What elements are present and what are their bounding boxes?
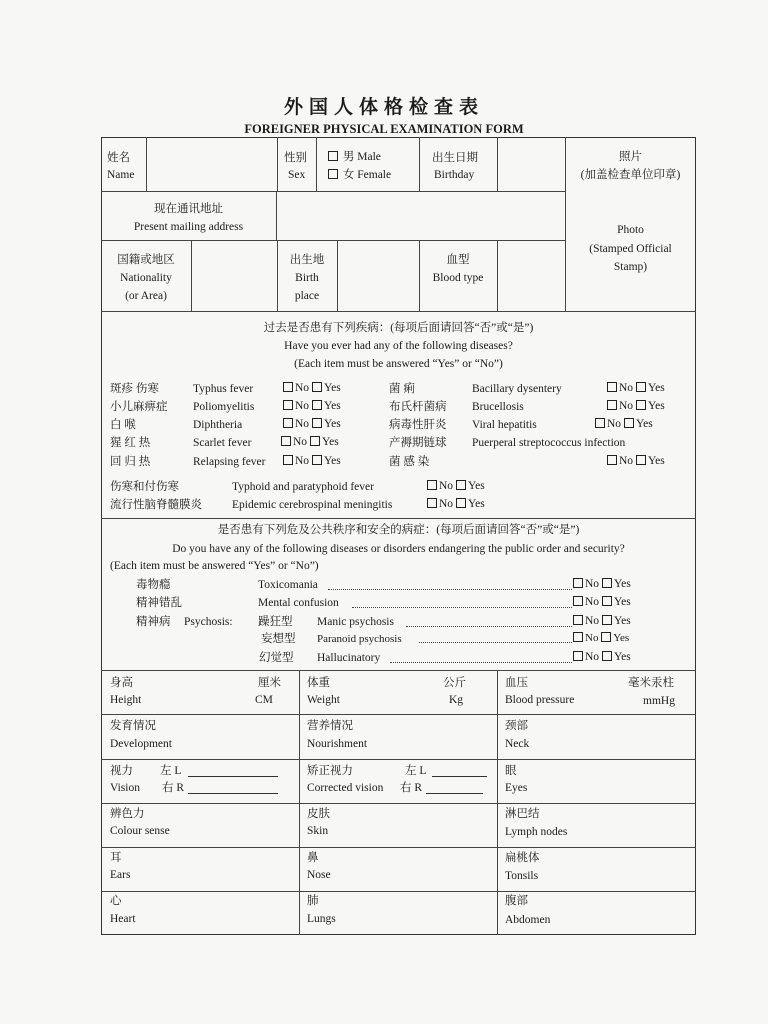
colour-sense-label-cn: 辨色力 <box>110 808 145 820</box>
yes-checkbox[interactable] <box>602 578 612 588</box>
disease-name-en: Diphtheria <box>193 419 243 431</box>
yes-checkbox[interactable] <box>456 498 466 508</box>
birthday-label-cn: 出生日期 <box>432 152 478 164</box>
history-question-en-2: (Each item must be answered “Yes” or “No”) <box>294 358 503 370</box>
form-title-en: FOREIGNER PHYSICAL EXAMINATION FORM <box>244 122 524 136</box>
yes-no-options[interactable]: No Yes <box>595 417 653 431</box>
paranoid-label-en: Paranoid psychosis <box>317 633 402 645</box>
no-checkbox[interactable] <box>573 578 583 588</box>
psychosis-label-cn: 精神病 <box>136 616 171 628</box>
corrected-vision-label-cn: 矫正视力 <box>307 765 353 777</box>
toxicomania-label-en: Toxicomania <box>258 579 318 591</box>
female-option[interactable]: 女 Female <box>328 168 391 182</box>
yes-no-options[interactable]: No Yes <box>283 417 341 431</box>
yes-no-options[interactable]: No Yes <box>283 381 341 395</box>
yes-checkbox[interactable] <box>602 596 612 606</box>
photo-stamp-cn: (加盖检查单位印章) <box>580 169 681 181</box>
lymph-label-cn: 淋巴结 <box>505 808 540 820</box>
ears-label-en: Ears <box>110 869 131 881</box>
disorders-question-en: Do you have any of the following diseases or disorders endangering the public order and security? <box>172 543 625 555</box>
address-label-en: Present mailing address <box>133 221 244 233</box>
blood-type-label-en: Blood type <box>432 272 484 284</box>
yes-no-options[interactable]: No Yes <box>607 399 665 413</box>
disease-name-en: Typhus fever <box>193 383 254 395</box>
weight-label-en: Weight <box>307 694 340 706</box>
yes-no-options[interactable]: No Yes <box>283 399 341 413</box>
no-checkbox[interactable] <box>607 382 617 392</box>
yes-no-options[interactable]: No Yes <box>573 614 631 628</box>
disease-name-en: Brucellosis <box>472 401 524 413</box>
photo-stamp-en-2: Stamp) <box>613 261 648 273</box>
no-checkbox[interactable] <box>283 400 293 410</box>
birthplace-label-cn: 出生地 <box>289 254 325 266</box>
yes-checkbox[interactable] <box>456 480 466 490</box>
corrected-right-label: 右 R <box>400 782 423 794</box>
vision-right-field[interactable] <box>188 793 278 794</box>
yes-checkbox[interactable] <box>601 632 611 642</box>
no-checkbox[interactable] <box>573 651 583 661</box>
toxicomania-label-cn: 毒物瘾 <box>136 579 171 591</box>
nourishment-label-en: Nourishment <box>307 738 368 750</box>
history-question-en: Have you ever had any of the following diseases? <box>284 340 513 352</box>
disease-name-cn: 布氏杆菌病 <box>389 401 447 413</box>
photo-stamp-en: (Stamped Official <box>589 243 672 255</box>
yes-no-options[interactable]: No Yes <box>573 595 631 609</box>
height-label-en: Height <box>110 694 142 706</box>
yes-no-options[interactable]: No Yes <box>283 454 341 468</box>
lungs-label-en: Lungs <box>307 913 336 925</box>
yes-no-options[interactable]: No Yes <box>281 435 339 449</box>
mmhg-unit-cn: 毫米汞柱 <box>628 677 674 689</box>
cm-unit-cn: 厘米 <box>258 677 281 689</box>
height-label-cn: 身高 <box>110 677 133 689</box>
address-label-cn: 现在通讯地址 <box>154 203 223 215</box>
neck-label-cn: 颈部 <box>505 720 528 732</box>
no-checkbox[interactable] <box>607 400 617 410</box>
photo-label-cn: 照片 <box>619 151 642 163</box>
disease-name-cn: 产褥期链球 <box>389 437 447 449</box>
birthplace-label-en-2: place <box>294 290 320 302</box>
yes-checkbox[interactable] <box>636 400 646 410</box>
sex-label-cn: 性别 <box>284 152 307 164</box>
disease-name-en: Puerperal streptococcus infection <box>472 437 626 449</box>
tonsils-label-cn: 扁桃体 <box>505 852 540 864</box>
disease-name-cn: 小儿麻痹症 <box>110 401 168 413</box>
tonsils-label-en: Tonsils <box>505 870 539 882</box>
kg-unit-en: Kg <box>449 694 464 706</box>
male-option[interactable]: 男 Male <box>328 150 381 164</box>
vision-label-cn: 视力 <box>110 765 133 777</box>
disease-name-cn: 伤寒和付伤寒 <box>110 481 179 493</box>
disease-name-en: Relapsing fever <box>193 456 266 468</box>
yes-no-options[interactable]: No Yes <box>427 497 485 511</box>
yes-checkbox[interactable] <box>636 382 646 392</box>
no-checkbox[interactable] <box>573 615 583 625</box>
yes-no-options[interactable]: No Yes <box>573 650 631 664</box>
vision-left-label: 左 L <box>160 765 182 777</box>
birthplace-label-en: Birth <box>295 272 319 284</box>
nose-label-en: Nose <box>307 869 331 881</box>
disease-name-cn: 猩 红 热 <box>110 437 151 449</box>
bp-label-en: Blood pressure <box>505 694 575 706</box>
no-checkbox[interactable] <box>283 455 293 465</box>
form-title-cn: 外国人体格检查表 <box>283 97 484 118</box>
birthday-label-en: Birthday <box>434 169 475 181</box>
yes-checkbox[interactable] <box>312 400 322 410</box>
disease-name-en: Bacillary dysentery <box>472 383 562 395</box>
no-checkbox[interactable] <box>573 596 583 606</box>
no-checkbox[interactable] <box>283 382 293 392</box>
confusion-label-cn: 精神错乱 <box>136 597 182 609</box>
corrected-left-label: 左 L <box>405 765 427 777</box>
no-checkbox[interactable] <box>573 632 583 642</box>
manic-label-cn: 躁狂型 <box>258 616 293 628</box>
eyes-label-cn: 眼 <box>505 765 517 777</box>
name-label-cn: 姓名 <box>107 152 130 164</box>
nose-label-cn: 鼻 <box>307 852 319 864</box>
yes-no-options[interactable]: No Yes <box>573 631 629 645</box>
development-label-en: Development <box>110 738 172 750</box>
neck-label-en: Neck <box>505 738 530 750</box>
corrected-left-field[interactable] <box>432 776 487 777</box>
lungs-label-cn: 肺 <box>307 895 319 907</box>
disease-name-en: Viral hepatitis <box>472 419 537 431</box>
heart-label-en: Heart <box>110 913 136 925</box>
yes-no-options[interactable]: No Yes <box>607 454 665 468</box>
photo-label-en: Photo <box>617 224 644 236</box>
paranoid-label-cn: 妄想型 <box>261 633 296 645</box>
sex-label-en: Sex <box>288 169 306 181</box>
yes-checkbox[interactable] <box>624 418 634 428</box>
cm-unit-en: CM <box>255 694 273 706</box>
disorders-question-en-2: (Each item must be answered “Yes” or “No”) <box>110 560 319 572</box>
no-checkbox[interactable] <box>283 418 293 428</box>
blood-type-label-cn: 血型 <box>446 254 470 266</box>
bp-label-cn: 血压 <box>505 677 528 689</box>
disease-name-cn: 斑疹 伤寒 <box>110 383 159 395</box>
no-checkbox[interactable] <box>427 480 437 490</box>
no-checkbox[interactable] <box>595 418 605 428</box>
yes-checkbox[interactable] <box>312 418 322 428</box>
yes-checkbox[interactable] <box>636 455 646 465</box>
disease-name-cn: 流行性脑脊髓膜炎 <box>110 499 202 511</box>
nationality-label-en: Nationality <box>120 272 172 284</box>
mmhg-unit-en: mmHg <box>643 695 675 707</box>
abdomen-label-en: Abdomen <box>505 914 551 926</box>
yes-no-options[interactable]: No Yes <box>607 381 665 395</box>
no-checkbox[interactable] <box>427 498 437 508</box>
weight-label-cn: 体重 <box>307 677 330 689</box>
history-question-cn: 过去是否患有下列疾病：(每项后面请回答“否”或“是”) <box>263 322 534 334</box>
no-checkbox[interactable] <box>281 436 291 446</box>
yes-checkbox[interactable] <box>602 615 612 625</box>
manic-label-en: Manic psychosis <box>317 616 394 628</box>
corrected-right-field[interactable] <box>426 793 483 794</box>
disease-name-en: Scarlet fever <box>193 437 252 449</box>
nationality-label-cn: 国籍或地区 <box>117 254 175 266</box>
hallucinatory-label-en: Hallucinatory <box>317 652 381 664</box>
disease-name-en: Epidemic cerebrospinal meningitis <box>232 499 393 511</box>
vision-label-en: Vision <box>110 782 140 794</box>
yes-checkbox[interactable] <box>602 651 612 661</box>
yes-checkbox[interactable] <box>312 455 322 465</box>
vision-left-field[interactable] <box>188 776 278 777</box>
yes-no-options[interactable]: No Yes <box>427 479 485 493</box>
abdomen-label-cn: 腹部 <box>505 895 528 907</box>
yes-no-options[interactable]: No Yes <box>573 577 631 591</box>
yes-checkbox[interactable] <box>312 382 322 392</box>
vision-right-label: 右 R <box>162 782 185 794</box>
no-checkbox[interactable] <box>607 455 617 465</box>
hallucinatory-label-cn: 幻觉型 <box>259 652 294 664</box>
corrected-vision-label-en: Corrected vision <box>307 782 384 794</box>
female-checkbox[interactable] <box>328 169 338 179</box>
lymph-label-en: Lymph nodes <box>505 826 568 838</box>
development-label-cn: 发育情况 <box>110 720 156 732</box>
nationality-label-en-2: (or Area) <box>125 290 167 302</box>
skin-label-cn: 皮肤 <box>307 808 330 820</box>
disorders-question-cn: 是否患有下列危及公共秩序和安全的病症：(每项后面请回答“否”或“是”) <box>217 524 580 536</box>
disease-name-cn: 白 喉 <box>110 419 136 431</box>
skin-label-en: Skin <box>307 825 329 837</box>
colour-sense-label-en: Colour sense <box>110 825 170 837</box>
eyes-label-en: Eyes <box>505 782 528 794</box>
disease-name-cn: 回 归 热 <box>110 456 151 468</box>
disease-name-en: Typhoid and paratyphoid fever <box>232 481 374 493</box>
disease-name-cn: 病毒性肝炎 <box>389 419 447 431</box>
heart-label-cn: 心 <box>110 895 122 907</box>
male-checkbox[interactable] <box>328 151 338 161</box>
disease-name-cn: 菌 感 染 <box>389 456 430 468</box>
yes-checkbox[interactable] <box>310 436 320 446</box>
psychosis-label-en: Psychosis: <box>184 616 233 628</box>
disease-name-cn: 菌 痢 <box>389 383 415 395</box>
name-label-en: Name <box>107 169 135 181</box>
kg-unit-cn: 公斤 <box>443 677 466 689</box>
nourishment-label-cn: 营养情况 <box>307 720 353 732</box>
disease-name-en: Poliomyelitis <box>193 401 255 413</box>
confusion-label-en: Mental confusion <box>258 597 339 609</box>
ears-label-cn: 耳 <box>110 852 122 864</box>
